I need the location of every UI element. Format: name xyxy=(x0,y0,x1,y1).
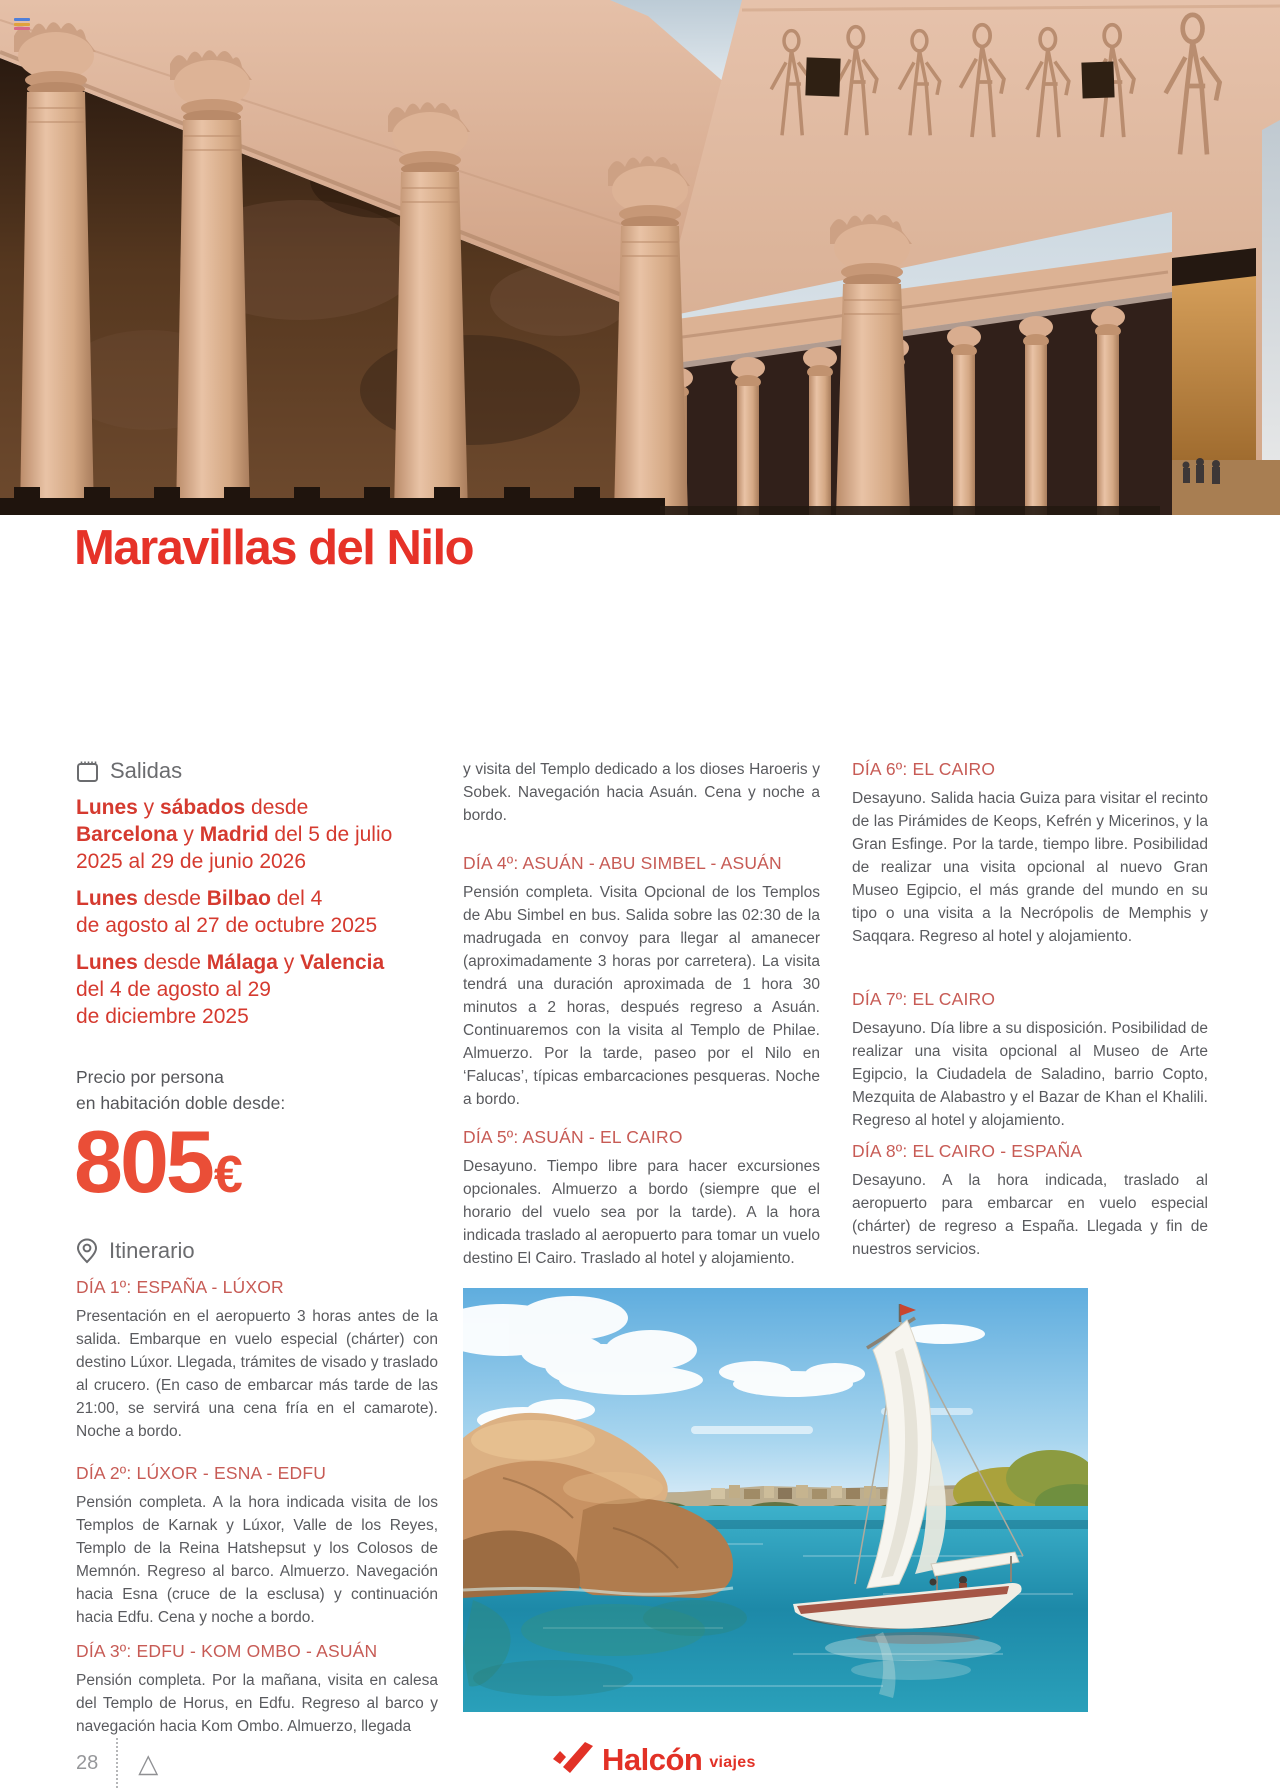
departure-day: Lunes xyxy=(76,796,138,819)
day-5-heading: DÍA 5º: ASUÁN - EL CAIRO xyxy=(463,1127,683,1147)
salidas-heading: Salidas xyxy=(110,758,183,783)
footer-divider xyxy=(116,1738,118,1788)
day-3-body: Pensión completa. Por la mañana, visita en calesa del Templo de Horus, en Edfu. Regreso al barco y navegación hacia Kom Ombo. Almuerzo, llegada xyxy=(76,1672,438,1735)
departure-day: sábados xyxy=(160,796,246,819)
price xyxy=(74,1112,243,1211)
day-6-body: Desayuno. Salida hacia Guiza para visitar el recinto de las Pirámides de Keops, Kefrén y Micerinos, y la Gran Esfinge. Por la tarde, tiempo libre. Posibilidad de realizar una visita opcional al nuevo Gran Museo Egipcio, el más grande del mundo en su tipo o una visita a la Necrópolis de Memphis y Saqqara. Regreso al hotel y alojamiento. xyxy=(852,790,1208,945)
menu-icon-bar xyxy=(14,23,30,26)
itinerario-heading: Itinerario xyxy=(109,1238,195,1263)
price-label xyxy=(76,1064,438,1116)
salidas-section-header xyxy=(76,758,182,784)
itinerario-section-header xyxy=(76,1238,195,1264)
page-number: 28 xyxy=(76,1751,99,1774)
price-label-line2: en habitación doble desde: xyxy=(76,1093,286,1113)
departure-dates: del 4 de agosto al 29 xyxy=(76,978,271,1001)
day-4-body: Pensión completa. Visita Opcional de los Templos de Abu Simbel en bus. Salida sobre las 02:30 de la madrugada en convoy para llegar al amanecer (aproximadamente 3 horas por carretera). La visita tendrá una duración aproximada de 1 hora 30 minutos a 2 horas, después regreso a Asuán. Continuaremos con la visita al Templo de Philae. Almuerzo. Por la tarde, paseo por el Nilo en ‘Falucas’, típicas embarcaciones pesqueras. Noche a bordo. xyxy=(463,884,820,1108)
day-4-heading: DÍA 4º: ASUÁN - ABU SIMBEL - ASUÁN xyxy=(463,853,782,873)
day-8-block xyxy=(852,1140,1208,1261)
departure-day: Lunes xyxy=(76,951,138,974)
departure-city: Bilbao xyxy=(206,887,271,910)
price-label-line1: Precio por persona xyxy=(76,1067,224,1087)
day-2-block xyxy=(76,1462,438,1629)
day-2-body: Pensión completa. A la hora indicada visita de los Templos de Karnak y Lúxor, Valle de los Reyes, Templo de la Reina Hatshepsut y los Colosos de Memnón. Regreso al barco. Almuerzo. Navegación hacia Esna (cruce de la esclusa) y continuación hacia Edfu. Cena y noche a bordo. xyxy=(76,1494,438,1626)
footer-left xyxy=(76,1738,158,1788)
brand-name: Halcón xyxy=(602,1742,703,1778)
day-4-block xyxy=(463,852,820,1111)
nile-illustration xyxy=(463,1288,1088,1712)
departure-city: Barcelona xyxy=(76,823,178,846)
location-pin-icon xyxy=(76,1238,98,1264)
day-7-block xyxy=(852,988,1208,1132)
departure-text: desde xyxy=(137,951,207,974)
departure-city: Madrid xyxy=(199,823,269,846)
day-3-heading: DÍA 3º: EDFU - KOM OMBO - ASUÁN xyxy=(76,1641,378,1661)
departure-text: del 5 de julio xyxy=(268,823,393,846)
hero-photo-edfu-temple xyxy=(0,0,1280,515)
brand-logo xyxy=(553,1742,756,1778)
day-5-block xyxy=(463,1126,820,1270)
nile-felucca-photo xyxy=(463,1288,1088,1712)
departure-city: Málaga xyxy=(206,951,278,974)
departure-text: y xyxy=(177,823,200,846)
departure-text: desde xyxy=(137,887,207,910)
brand-suffix: viajes xyxy=(709,1753,756,1771)
edfu-temple-illustration xyxy=(0,0,1280,515)
departure-city: Valencia xyxy=(300,951,385,974)
menu-icon-bar xyxy=(14,27,30,30)
day-8-heading: DÍA 8º: EL CAIRO - ESPAÑA xyxy=(852,1141,1083,1161)
day-5-body: Desayuno. Tiempo libre para hacer excursiones opcionales. Almuerzo a bordo (siempre que el horario del vuelo sea por la tarde). A la hora indicada traslado al aeropuerto para tomar un vuelo destino El Cairo. Traslado al hotel y alojamiento. xyxy=(463,1158,820,1267)
day-2-heading: DÍA 2º: LÚXOR - ESNA - EDFU xyxy=(76,1463,327,1483)
departure-text: del 4 xyxy=(270,887,323,910)
day-6-block xyxy=(852,758,1208,948)
day-1-body: Presentación en el aeropuerto 3 horas antes de la salida. Embarque en vuelo especial (chárter) con destino Lúxor. Llegada, trámites de visado y traslado al crucero. (En caso de embarcar más tarde de las 21:00, se servirá una cena fría en el camarote). Noche a bordo. xyxy=(76,1308,438,1440)
menu-icon-bar xyxy=(14,18,30,21)
departure-entry xyxy=(76,794,438,875)
day-3-continuation: y visita del Templo dedicado a los dioses Haroeris y Sobek. Navegación hacia Asuán. Cena y noche a bordo. xyxy=(463,761,820,824)
departure-dates: de diciembre 2025 xyxy=(76,1005,249,1028)
halcon-check-icon xyxy=(553,1742,595,1774)
departure-day: Lunes xyxy=(76,887,138,910)
page-title: Maravillas del Nilo xyxy=(74,521,474,575)
departure-text: desde xyxy=(245,796,309,819)
day-1-block xyxy=(76,1276,438,1443)
calendar-icon xyxy=(76,760,99,783)
departure-text: y xyxy=(137,796,161,819)
price-currency: € xyxy=(213,1146,243,1204)
day-3-block xyxy=(76,1640,438,1738)
departure-entry xyxy=(76,885,438,939)
price-amount: 805 xyxy=(74,1112,212,1211)
day-1-heading: DÍA 1º: ESPAÑA - LÚXOR xyxy=(76,1277,284,1297)
departure-dates: de agosto al 27 de octubre 2025 xyxy=(76,914,378,937)
day-7-body: Desayuno. Día libre a su disposición. Posibilidad de realizar una visita opcional al Museo de Arte Egipcio, la Ciudadela de Saladino, barrio Copto, Mezquita de Alabastro y el Bazar de Khan el Khalili. Regreso al hotel y alojamiento. xyxy=(852,1020,1208,1129)
warning-triangle-icon: △ xyxy=(138,1748,159,1778)
departure-dates: 2025 al 29 de junio 2026 xyxy=(76,850,307,873)
day-7-heading: DÍA 7º: EL CAIRO xyxy=(852,989,996,1009)
day-6-heading: DÍA 6º: EL CAIRO xyxy=(852,759,996,779)
day-8-body: Desayuno. A la hora indicada, traslado al aeropuerto para embarcar en vuelo especial (chárter) de regreso a España. Llegada y fin de nuestros servicios. xyxy=(852,1172,1208,1258)
departures xyxy=(76,794,438,1030)
menu-icon[interactable] xyxy=(14,18,30,30)
departure-text: y xyxy=(277,951,301,974)
departure-entry xyxy=(76,949,438,1030)
